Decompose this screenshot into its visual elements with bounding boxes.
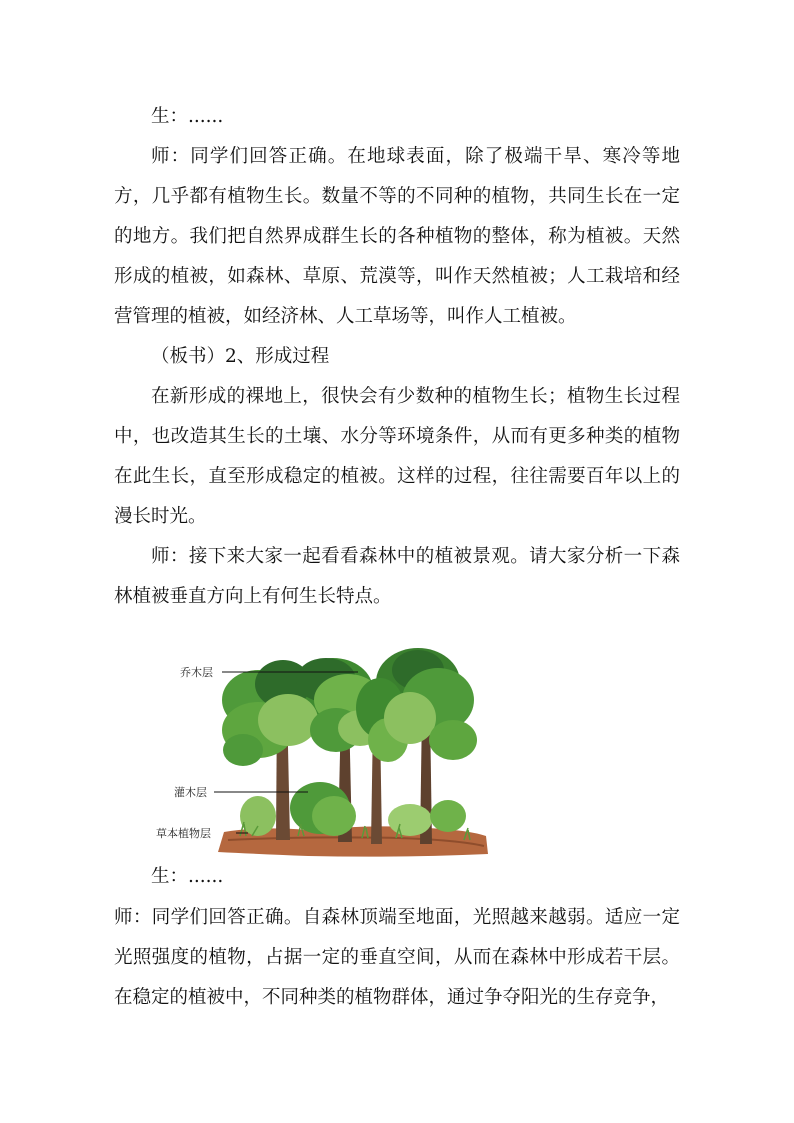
label-shrub-layer: 灌木层 xyxy=(174,786,207,799)
paragraph-board-heading-formation: （板书）2、形成过程 xyxy=(151,346,330,367)
paragraph-formation-process: 在新形成的裸地上，很快会有少数种的植物生长；植物生长过程中，也改造其生长的土壤、水分等环境条件，从而有更多种类的植物在此生长，直至形成稳定的植被。这样的过程，往往需要百年以上的漫长时光。 xyxy=(114,386,680,527)
paragraph-teacher-vegetation-definition: 师：同学们回答正确。在地球表面，除了极端干旱、寒冷等地方，几乎都有植物生长。数量不等的不同种的植物，共同生长在一定的地方。我们把自然界成群生长的各种植物的整体，称为植被。天然形成的植被，如森林、草原、荒漠等，叫作天然植被；人工栽培和经营管理的植被，如经济林、人工草场等，叫作人工植被。 xyxy=(114,146,680,327)
forest-layers-figure xyxy=(148,640,492,862)
label-tree-layer: 乔木层 xyxy=(180,666,213,679)
paragraph-teacher-forest-question: 师：接下来大家一起看看森林中的植被景观。请大家分析一下森林植被垂直方向上有何生长特点。 xyxy=(114,546,680,607)
paragraph-student-reply-1: 生：...... xyxy=(151,106,224,127)
label-herb-layer: 草本植物层 xyxy=(156,827,211,840)
paragraph-student-reply-2: 生：...... xyxy=(151,866,224,887)
paragraph-teacher-light-layers: 师：同学们回答正确。自森林顶端至地面，光照越来越弱。适应一定光照强度的植物，占据一定的垂直空间，从而在森林中形成若干层。在稳定的植被中，不同种类的植物群体，通过争夺阳光的生存竞争， xyxy=(114,907,680,1008)
